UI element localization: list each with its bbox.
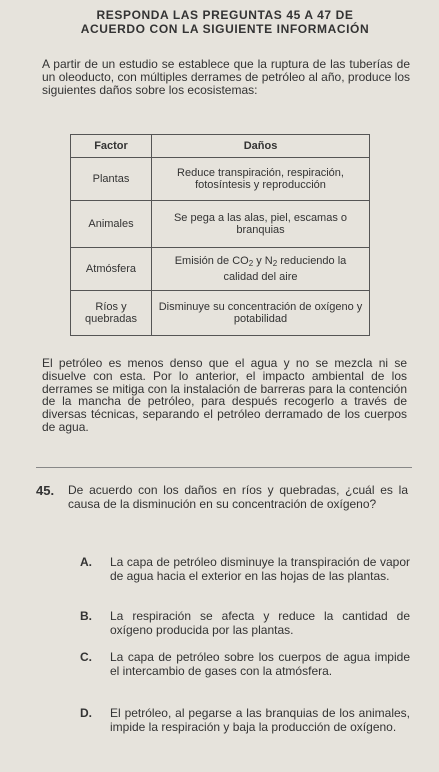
header-danos: Daños	[152, 135, 370, 158]
table-header-row	[71, 135, 370, 158]
damage-text-mid: y N	[253, 255, 273, 267]
damage-text-post: reduciendo la calidad del aire	[223, 255, 347, 283]
factor-cell: Plantas	[71, 158, 152, 201]
heading-line-2: ACUERDO CON LA SIGUIENTE INFORMACIÓN	[80, 22, 370, 36]
factor-cell: Atmósfera	[71, 248, 152, 291]
option-a[interactable]	[80, 556, 410, 583]
option-text: La capa de petróleo disminuye la transpiración de vapor de agua hacia el exterior en las hojas de las plantas.	[110, 555, 410, 583]
table-row	[71, 248, 370, 291]
subscript-co2: 2	[248, 259, 254, 268]
damage-text-pre: Emisión de CO	[174, 255, 249, 267]
section-divider	[36, 467, 412, 468]
subscript-n2: 2	[272, 259, 278, 268]
intro-paragraph: A partir de un estudio se establece que la ruptura de las tuberías de un oleoducto, con múltiples derrames de petróleo al año, produce los siguientes daños sobre los ecosistemas:	[42, 57, 410, 97]
option-letter: D.	[80, 706, 92, 720]
option-text: La capa de petróleo sobre los cuerpos de agua impide el intercambio de gases con la atmósfera.	[110, 650, 410, 678]
question-text: De acuerdo con los daños en ríos y quebradas, ¿cuál es la causa de la disminución en su concentración de oxígeno?	[68, 483, 408, 511]
damage-table	[70, 134, 370, 336]
table-row	[71, 158, 370, 201]
damage-cell: Se pega a las alas, piel, escamas o branquias	[152, 201, 370, 248]
context-paragraph: El petróleo es menos denso que el agua y no se mezcla ni se disuelve con esta. Por lo anterior, el impacto ambiental de los derrames se mitiga con la instalación de barreras para la contención de la mancha de petróleo, para después recogerlo a través de diversas técnicas, separando el petróleo derramado de los cuerpos de agua.	[42, 356, 407, 434]
heading-line-1: RESPONDA LAS PREGUNTAS 45 A 47 DE	[96, 8, 354, 22]
option-text: La respiración se afecta y reduce la cantidad de oxígeno producida por las plantas.	[110, 609, 410, 637]
option-b[interactable]	[80, 610, 410, 637]
option-letter: C.	[80, 650, 92, 664]
factor-cell: Animales	[71, 201, 152, 248]
header-factor: Factor	[71, 135, 152, 158]
option-c[interactable]	[80, 651, 410, 678]
table-row	[71, 201, 370, 248]
factor-cell: Ríos y quebradas	[71, 291, 152, 336]
damage-cell	[152, 248, 370, 291]
question-45	[36, 484, 408, 511]
damage-cell: Reduce transpiración, respiración, fotosíntesis y reproducción	[152, 158, 370, 201]
option-letter: B.	[80, 609, 92, 623]
damage-cell: Disminuye su concentración de oxígeno y potabilidad	[152, 291, 370, 336]
option-letter: A.	[80, 555, 92, 569]
option-text: El petróleo, al pegarse a las branquias de los animales, impide la respiración y baja la producción de oxígeno.	[110, 706, 410, 734]
section-heading	[30, 8, 420, 36]
option-d[interactable]	[80, 707, 410, 734]
table-row	[71, 291, 370, 336]
question-number: 45.	[36, 483, 55, 498]
